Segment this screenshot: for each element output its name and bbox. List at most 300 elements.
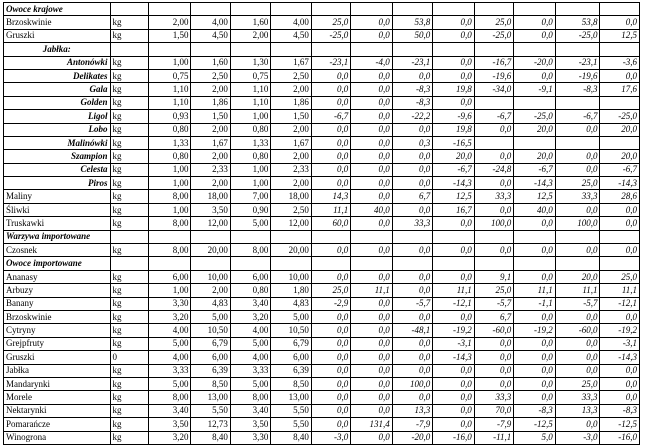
- price-cell: 6,79: [191, 337, 230, 350]
- change-cell: 0,0: [351, 69, 393, 82]
- unit-cell: kg: [110, 217, 148, 230]
- price-cell: 3,33: [148, 364, 191, 377]
- price-cell: 2,00: [271, 83, 311, 96]
- empty-cell: [230, 230, 270, 243]
- product-name: Pomarańcze: [4, 418, 111, 431]
- price-cell: 0,80: [148, 123, 191, 136]
- change-cell: [600, 136, 640, 149]
- change-cell: 0,0: [474, 377, 513, 390]
- change-cell: -19,2: [514, 324, 556, 337]
- change-cell: [514, 96, 556, 109]
- table-row: [4, 83, 640, 96]
- price-cell: 1,67: [271, 136, 311, 149]
- change-cell: 11,1: [311, 203, 350, 216]
- change-cell: 0,0: [392, 351, 432, 364]
- price-cell: 20,00: [191, 244, 230, 257]
- price-cell: 2,00: [191, 284, 230, 297]
- price-cell: 1,30: [230, 56, 270, 69]
- empty-cell: [555, 3, 600, 16]
- change-cell: 0,0: [555, 123, 600, 136]
- empty-cell: [392, 43, 432, 56]
- change-cell: -6,7: [514, 163, 556, 176]
- price-cell: 6,00: [271, 351, 311, 364]
- change-cell: 0,0: [433, 217, 475, 230]
- change-cell: 0,0: [351, 190, 393, 203]
- product-name: Czosnek: [4, 244, 111, 257]
- price-cell: 8,50: [191, 377, 230, 390]
- change-cell: 25,0: [311, 284, 350, 297]
- subheader-row: [4, 43, 640, 56]
- product-name: Nektarynki: [4, 404, 111, 417]
- product-name: Grejpfruty: [4, 337, 111, 350]
- change-cell: -3,1: [433, 337, 475, 350]
- change-cell: 100,0: [474, 217, 513, 230]
- price-table-body: [4, 3, 640, 445]
- product-name: Lobo: [4, 123, 111, 136]
- change-cell: 0,0: [433, 16, 475, 29]
- change-cell: 0,0: [351, 404, 393, 417]
- change-cell: 0,0: [514, 217, 556, 230]
- price-cell: 0,80: [148, 150, 191, 163]
- price-cell: 3,40: [230, 404, 270, 417]
- empty-cell: [514, 230, 556, 243]
- change-cell: 0,0: [514, 337, 556, 350]
- change-cell: 0,0: [311, 96, 350, 109]
- change-cell: 0,0: [433, 69, 475, 82]
- change-cell: 0,0: [600, 310, 640, 323]
- change-cell: -25,0: [311, 29, 350, 42]
- price-cell: 4,50: [191, 29, 230, 42]
- empty-cell: [600, 43, 640, 56]
- change-cell: 70,0: [474, 404, 513, 417]
- price-cell: 5,00: [148, 337, 191, 350]
- price-cell: 1,00: [230, 163, 270, 176]
- change-cell: -12,5: [514, 418, 556, 431]
- price-cell: 5,00: [230, 377, 270, 390]
- product-name: Szampion: [4, 150, 111, 163]
- empty-cell: [351, 230, 393, 243]
- change-cell: -8,3: [514, 404, 556, 417]
- change-cell: 33,3: [392, 217, 432, 230]
- change-cell: 25,0: [474, 284, 513, 297]
- product-name: Arbuzy: [4, 284, 111, 297]
- change-cell: -25,0: [555, 29, 600, 42]
- change-cell: 0,0: [555, 163, 600, 176]
- change-cell: 0,0: [433, 418, 475, 431]
- change-cell: 0,0: [433, 96, 475, 109]
- change-cell: 33,3: [555, 391, 600, 404]
- unit-cell: kg: [110, 297, 148, 310]
- product-name: Morele: [4, 391, 111, 404]
- change-cell: [600, 96, 640, 109]
- unit-cell: kg: [110, 123, 148, 136]
- change-cell: 12,5: [433, 190, 475, 203]
- change-cell: 0,0: [514, 310, 556, 323]
- change-cell: 25,0: [600, 270, 640, 283]
- price-cell: 1,60: [230, 16, 270, 29]
- change-cell: 0,0: [555, 337, 600, 350]
- section-label: Owoce importowane: [4, 257, 111, 270]
- change-cell: 0,0: [351, 391, 393, 404]
- change-cell: 28,6: [600, 190, 640, 203]
- table-row: [4, 29, 640, 42]
- change-cell: 19,8: [433, 123, 475, 136]
- change-cell: 20,0: [433, 150, 475, 163]
- change-cell: 0,0: [600, 391, 640, 404]
- price-cell: 3,20: [230, 310, 270, 323]
- price-cell: 1,00: [230, 177, 270, 190]
- change-cell: 0,0: [392, 310, 432, 323]
- change-cell: -12,1: [600, 297, 640, 310]
- price-cell: 1,60: [191, 56, 230, 69]
- change-cell: 0,0: [392, 163, 432, 176]
- change-cell: -23,1: [555, 56, 600, 69]
- change-cell: -24,8: [474, 163, 513, 176]
- change-cell: -6,7: [433, 163, 475, 176]
- change-cell: 0,0: [474, 203, 513, 216]
- change-cell: 0,0: [351, 351, 393, 364]
- empty-cell: [474, 3, 513, 16]
- change-cell: -19,2: [600, 324, 640, 337]
- price-cell: 2,00: [271, 150, 311, 163]
- change-cell: 20,0: [555, 270, 600, 283]
- change-cell: 0,0: [600, 16, 640, 29]
- change-cell: 13,3: [555, 404, 600, 417]
- product-name: Winogrona: [4, 431, 111, 444]
- product-name: Truskawki: [4, 217, 111, 230]
- change-cell: 25,0: [555, 377, 600, 390]
- change-cell: 0,0: [311, 418, 350, 431]
- product-name: Brzoskwinie: [4, 310, 111, 323]
- table-row: [4, 96, 640, 109]
- empty-cell: [271, 3, 311, 16]
- price-cell: 4,00: [271, 16, 311, 29]
- unit-cell: kg: [110, 364, 148, 377]
- unit-cell: kg: [110, 110, 148, 123]
- price-cell: 1,10: [148, 96, 191, 109]
- product-name: Delikates: [4, 69, 111, 82]
- product-name: Gruszki: [4, 351, 111, 364]
- change-cell: -8,3: [600, 404, 640, 417]
- empty-cell: [191, 3, 230, 16]
- change-cell: -14,3: [600, 351, 640, 364]
- price-cell: 5,50: [191, 404, 230, 417]
- price-cell: 0,80: [230, 123, 270, 136]
- empty-cell: [311, 257, 350, 270]
- change-cell: 0,0: [351, 270, 393, 283]
- change-cell: -20,0: [392, 431, 432, 444]
- table-row: [4, 364, 640, 377]
- product-name: Piros: [4, 177, 111, 190]
- empty-cell: [474, 230, 513, 243]
- empty-cell: [600, 3, 640, 16]
- change-cell: 0,0: [600, 364, 640, 377]
- change-cell: 13,3: [392, 404, 432, 417]
- change-cell: 0,0: [555, 150, 600, 163]
- price-cell: 12,00: [191, 217, 230, 230]
- change-cell: [474, 136, 513, 149]
- price-cell: 2,00: [148, 16, 191, 29]
- price-cell: 3,50: [148, 418, 191, 431]
- empty-cell: [311, 43, 350, 56]
- price-cell: 8,50: [271, 377, 311, 390]
- table-row: [4, 404, 640, 417]
- price-cell: 12,73: [191, 418, 230, 431]
- change-cell: 0,0: [514, 270, 556, 283]
- price-cell: 12,00: [271, 217, 311, 230]
- price-cell: 2,00: [271, 177, 311, 190]
- price-cell: 2,00: [191, 177, 230, 190]
- change-cell: 0,0: [555, 364, 600, 377]
- price-cell: 2,50: [271, 69, 311, 82]
- unit-cell: kg: [110, 96, 148, 109]
- table-row: [4, 150, 640, 163]
- unit-cell: kg: [110, 190, 148, 203]
- change-cell: -19,6: [555, 69, 600, 82]
- price-cell: 20,00: [271, 244, 311, 257]
- change-cell: 0,0: [351, 29, 393, 42]
- price-cell: 1,10: [230, 83, 270, 96]
- unit-cell: kg: [110, 431, 148, 444]
- change-cell: 6,7: [474, 310, 513, 323]
- empty-cell: [191, 43, 230, 56]
- empty-cell: [474, 257, 513, 270]
- unit-cell: kg: [110, 136, 148, 149]
- empty-cell: [148, 3, 191, 16]
- price-cell: 2,33: [271, 163, 311, 176]
- change-cell: -5,7: [555, 297, 600, 310]
- change-cell: 40,0: [351, 203, 393, 216]
- change-cell: -9,6: [433, 110, 475, 123]
- price-cell: 13,00: [191, 391, 230, 404]
- change-cell: 0,0: [311, 377, 350, 390]
- empty-cell: [271, 230, 311, 243]
- change-cell: 0,0: [351, 217, 393, 230]
- price-cell: 2,00: [271, 123, 311, 136]
- price-cell: 2,00: [230, 29, 270, 42]
- empty-cell: [110, 230, 148, 243]
- price-cell: 6,39: [191, 364, 230, 377]
- price-cell: 1,00: [148, 177, 191, 190]
- price-cell: 8,00: [230, 391, 270, 404]
- change-cell: -3,0: [311, 431, 350, 444]
- change-cell: 0,0: [555, 310, 600, 323]
- empty-cell: [230, 3, 270, 16]
- price-cell: 1,10: [148, 83, 191, 96]
- empty-cell: [148, 257, 191, 270]
- change-cell: 0,0: [351, 297, 393, 310]
- change-cell: 0,0: [311, 123, 350, 136]
- empty-cell: [191, 257, 230, 270]
- change-cell: 0,0: [351, 310, 393, 323]
- unit-cell: kg: [110, 177, 148, 190]
- unit-cell: kg: [110, 16, 148, 29]
- change-cell: 0,0: [600, 217, 640, 230]
- section-row: [4, 3, 640, 16]
- change-cell: -14,3: [514, 177, 556, 190]
- price-cell: 1,50: [148, 29, 191, 42]
- price-cell: 3,50: [191, 203, 230, 216]
- price-cell: 1,10: [230, 96, 270, 109]
- change-cell: 0,0: [351, 337, 393, 350]
- price-cell: 3,40: [230, 297, 270, 310]
- product-name: Cytryny: [4, 324, 111, 337]
- change-cell: 0,0: [311, 244, 350, 257]
- product-name: Mandarynki: [4, 377, 111, 390]
- unit-cell: kg: [110, 83, 148, 96]
- change-cell: 0,0: [514, 351, 556, 364]
- change-cell: 131,4: [351, 418, 393, 431]
- change-cell: 0,0: [433, 377, 475, 390]
- section-label: Owoce krajowe: [4, 3, 111, 16]
- change-cell: 0,0: [351, 377, 393, 390]
- change-cell: 19,8: [433, 83, 475, 96]
- price-cell: 5,00: [230, 337, 270, 350]
- change-cell: 0,0: [474, 150, 513, 163]
- change-cell: 0,0: [474, 244, 513, 257]
- change-cell: 0,3: [392, 136, 432, 149]
- empty-cell: [555, 43, 600, 56]
- table-row: [4, 244, 640, 257]
- empty-cell: [433, 257, 475, 270]
- section-label: Warzywa importowane: [4, 230, 111, 243]
- price-cell: 7,00: [230, 190, 270, 203]
- empty-cell: [351, 3, 393, 16]
- table-row: [4, 136, 640, 149]
- change-cell: -12,1: [433, 297, 475, 310]
- change-cell: 0,0: [392, 123, 432, 136]
- change-cell: 0,0: [392, 270, 432, 283]
- change-cell: 16,7: [433, 203, 475, 216]
- price-cell: 10,00: [271, 270, 311, 283]
- change-cell: -7,9: [392, 418, 432, 431]
- price-cell: 4,00: [148, 351, 191, 364]
- price-cell: 1,50: [191, 110, 230, 123]
- change-cell: 0,0: [351, 177, 393, 190]
- change-cell: -14,3: [600, 177, 640, 190]
- change-cell: 0,0: [311, 136, 350, 149]
- price-cell: 0,75: [148, 69, 191, 82]
- change-cell: 0,0: [351, 150, 393, 163]
- change-cell: 0,0: [474, 364, 513, 377]
- price-cell: 2,33: [191, 163, 230, 176]
- change-cell: -16,0: [600, 431, 640, 444]
- table-row: [4, 324, 640, 337]
- table-row: [4, 123, 640, 136]
- change-cell: -23,1: [392, 56, 432, 69]
- empty-cell: [110, 43, 148, 56]
- product-name: Gruszki: [4, 29, 111, 42]
- change-cell: 0,0: [311, 404, 350, 417]
- price-cell: 5,00: [271, 310, 311, 323]
- unit-cell: kg: [110, 310, 148, 323]
- empty-cell: [311, 230, 350, 243]
- change-cell: 0,0: [514, 29, 556, 42]
- change-cell: 0,0: [433, 404, 475, 417]
- change-cell: -16,0: [433, 431, 475, 444]
- unit-cell: kg: [110, 56, 148, 69]
- empty-cell: [230, 43, 270, 56]
- change-cell: 0,0: [311, 83, 350, 96]
- change-cell: 0,0: [600, 69, 640, 82]
- change-cell: 20,0: [600, 123, 640, 136]
- table-row: [4, 337, 640, 350]
- empty-cell: [148, 230, 191, 243]
- unit-cell: kg: [110, 324, 148, 337]
- price-cell: 2,00: [191, 123, 230, 136]
- change-cell: 0,0: [514, 364, 556, 377]
- price-cell: 6,39: [271, 364, 311, 377]
- price-cell: 8,40: [271, 431, 311, 444]
- change-cell: 0,0: [514, 377, 556, 390]
- price-cell: 0,80: [230, 150, 270, 163]
- change-cell: 14,3: [311, 190, 350, 203]
- price-cell: 4,00: [191, 16, 230, 29]
- change-cell: 11,1: [351, 284, 393, 297]
- change-cell: -16,5: [433, 136, 475, 149]
- price-cell: 5,00: [148, 377, 191, 390]
- price-table: [3, 2, 640, 445]
- change-cell: 0,0: [351, 83, 393, 96]
- table-row: [4, 351, 640, 364]
- change-cell: 0,0: [514, 391, 556, 404]
- product-name: Malinówki: [4, 136, 111, 149]
- change-cell: 0,0: [433, 56, 475, 69]
- change-cell: 0,0: [311, 270, 350, 283]
- product-name: Ananasy: [4, 270, 111, 283]
- change-cell: 0,0: [555, 351, 600, 364]
- table-row: [4, 16, 640, 29]
- change-cell: -9,1: [514, 83, 556, 96]
- table-row: [4, 270, 640, 283]
- unit-cell: kg: [110, 404, 148, 417]
- change-cell: -6,7: [600, 163, 640, 176]
- change-cell: 0,0: [600, 203, 640, 216]
- change-cell: 0,0: [600, 377, 640, 390]
- change-cell: 50,0: [392, 29, 432, 42]
- price-cell: 1,80: [271, 284, 311, 297]
- unit-cell: kg: [110, 163, 148, 176]
- table-row: [4, 163, 640, 176]
- change-cell: 0,0: [311, 337, 350, 350]
- table-row: [4, 203, 640, 216]
- price-cell: 5,50: [271, 404, 311, 417]
- section-row: [4, 257, 640, 270]
- empty-cell: [514, 3, 556, 16]
- change-cell: -16,7: [474, 56, 513, 69]
- change-cell: -3,1: [600, 337, 640, 350]
- price-cell: 0,80: [230, 284, 270, 297]
- price-cell: 1,86: [191, 96, 230, 109]
- change-cell: 25,0: [311, 16, 350, 29]
- change-cell: 53,8: [392, 16, 432, 29]
- change-cell: 0,0: [311, 177, 350, 190]
- unit-cell: kg: [110, 270, 148, 283]
- change-cell: 0,0: [311, 163, 350, 176]
- unit-cell: kg: [110, 203, 148, 216]
- empty-cell: [555, 230, 600, 243]
- price-cell: 4,83: [191, 297, 230, 310]
- table-row: [4, 190, 640, 203]
- change-cell: 0,0: [433, 244, 475, 257]
- product-name: Jabłka: [4, 364, 111, 377]
- empty-cell: [392, 3, 432, 16]
- change-cell: 12,5: [600, 29, 640, 42]
- change-cell: 0,0: [311, 351, 350, 364]
- change-cell: -60,0: [474, 324, 513, 337]
- change-cell: 0,0: [351, 324, 393, 337]
- empty-cell: [230, 257, 270, 270]
